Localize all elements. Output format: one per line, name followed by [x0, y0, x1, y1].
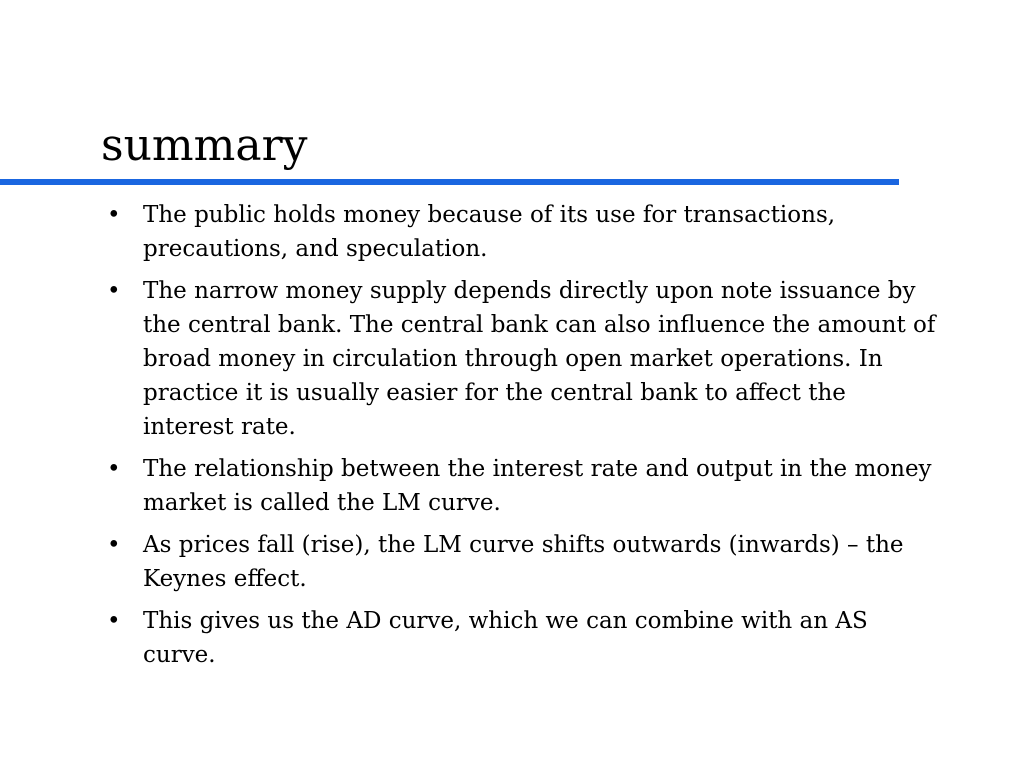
bullet-item [107, 528, 937, 596]
bullet-item [107, 604, 937, 672]
title-underline [0, 179, 899, 185]
bullet-text: This gives us the AD curve, which we can combine with an AS curve. [143, 608, 868, 668]
bullet-icon: • [107, 202, 121, 228]
bullet-text: The public holds money because of its use for transactions, precautions, and speculation. [143, 202, 836, 262]
bullet-text: The narrow money supply depends directly upon note issuance by the central bank. The central bank can also influence the amount of broad money in circulation through open market operations. In practice it is usually easier for the central bank to affect the interest rate. [143, 278, 936, 440]
bullet-item [107, 198, 937, 266]
bullet-item [107, 274, 937, 444]
bullet-text: As prices fall (rise), the LM curve shifts outwards (inwards) – the Keynes effect. [143, 532, 904, 592]
bullet-text: The relationship between the interest rate and output in the money market is called the LM curve. [143, 456, 932, 516]
bullet-icon: • [107, 456, 121, 482]
bullet-icon: • [107, 278, 121, 304]
bullet-icon: • [107, 532, 121, 558]
bullet-icon: • [107, 608, 121, 634]
slide-title: summary [101, 120, 308, 171]
bullet-item [107, 452, 937, 520]
bullet-list [107, 198, 937, 680]
